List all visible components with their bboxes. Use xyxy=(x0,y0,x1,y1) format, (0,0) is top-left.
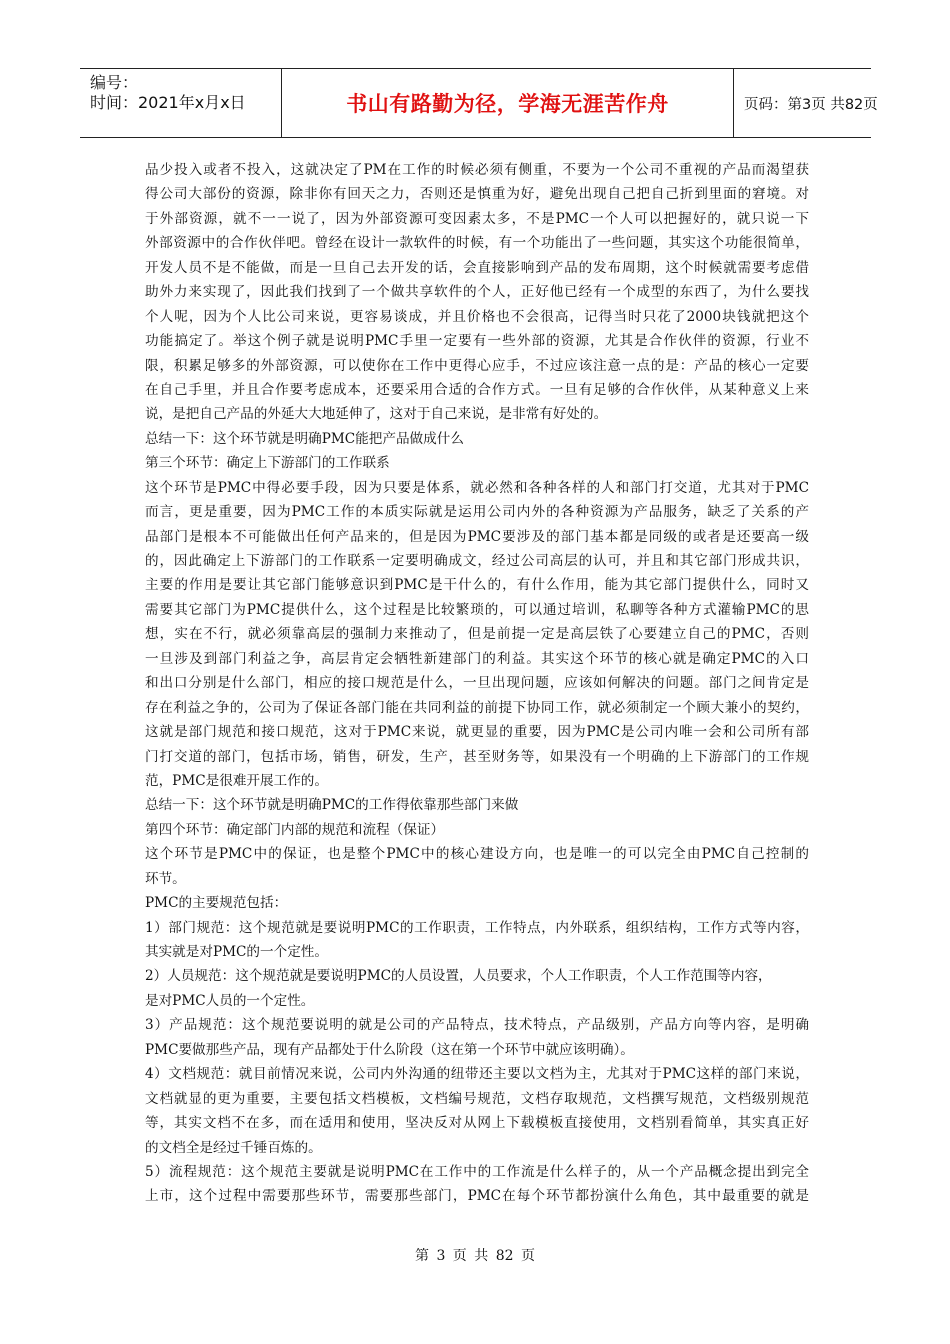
text-line: 在自己手里，并且合作要考虑成本，还要采用合适的合作方式。一旦有足够的合作伙伴，从某种意义上来 xyxy=(145,381,809,398)
header-meta xyxy=(80,69,282,137)
text-line: 品少投入或者不投入，这就决定了PM在工作的时候必须有侧重，不要为一个公司不重视的产品而渴望获 xyxy=(145,162,809,178)
text-line: 想，实在不行，就必须靠高层的强制力来推动了，但是前提一定是高层铁了心要建立自己的PMC，否则 xyxy=(145,626,809,643)
text-line: 需要其它部门为PMC提供什么，这个过程是比较繁琐的，可以通过培训，私聊等各种方式灌输PMC的思 xyxy=(145,601,809,618)
text-line: 等，其实文档不在多，而在适用和使用，坚决反对从网上下载模板直接使用，文档别看简单，其实真正好 xyxy=(145,1115,809,1132)
text-line: 2）人员规范：这个规范就是要说明PMC的人员设置，人员要求，个人工作职责，个人工作范围等内容， xyxy=(145,968,772,985)
text-line: 开发人员不是不能做，而是一旦自己去开发的话，会直接影响到产品的发布周期，这个时候就需要考虑借 xyxy=(145,259,809,276)
header-motto-cell xyxy=(282,69,734,137)
document-body xyxy=(145,158,809,1209)
header-page-info xyxy=(734,69,878,137)
text-line: 这就是部门规范和接口规范，这对于PMC来说，就更显的重要，因为PMC是公司内唯一会和公司所有部 xyxy=(145,724,809,741)
page-info-text: 页码：第3页 共82页 xyxy=(744,96,878,113)
text-line: PMC的主要规范包括： xyxy=(145,895,288,912)
page-header xyxy=(80,68,878,138)
text-line: 助外力来实现了，因此我们找到了一个做共享软件的个人，正好他已经有一个成型的东西了，为什么要找 xyxy=(145,284,809,301)
header-motto: 书山有路勤为径，学海无涯苦作舟 xyxy=(346,92,669,116)
text-line: 3）产品规范：这个规范要说明的就是公司的产品特点，技术特点，产品级别，产品方向等内容，是明确 xyxy=(145,1017,809,1034)
footer-page-number: 第 3 页 共 82 页 xyxy=(415,1248,535,1264)
text-line: 的，因此确定上下游部门的工作联系一定要明确成文，经过公司高层的认可，并且和其它部门形成共识， xyxy=(145,553,809,569)
text-line: 得公司大部份的资源，除非你有回天之力，否则还是慎重为好，避免出现自己把自己折到里面的窘境。对 xyxy=(145,186,809,203)
text-line: 环节。 xyxy=(145,870,186,887)
text-line: 总结一下：这个环节就是明确PMC的工作得依靠那些部门来做 xyxy=(145,797,519,814)
text-line: 文档就显的更为重要，主要包括文档模板，文档编号规范，文档存取规范，文档撰写规范，文档级别规范 xyxy=(145,1090,809,1107)
text-line: 上市，这个过程中需要那些环节，需要那些部门，PMC在每个环节都扮演什么角色，其中最重要的就是 xyxy=(145,1188,809,1205)
text-line: 而言，更是重要，因为PMC工作的本质实际就是运用公司内外的各种资源为产品服务，缺乏了关系的产 xyxy=(145,504,809,521)
text-line: 的文档全是经过千锤百炼的。 xyxy=(145,1139,322,1156)
text-line: 和出口分别是什么部门，相应的接口规范是什么，一旦出现问题，应该如何解决的问题。部门之间肯定是 xyxy=(145,675,809,692)
text-line: 限，积累足够多的外部资源，可以使你在工作中更得心应手，不过应该注意一点的是：产品的核心一定要 xyxy=(145,357,809,374)
text-line: 4）文档规范：就目前情况来说，公司内外沟通的纽带还主要以文档为主，尤其对于PMC这样的部门来说， xyxy=(145,1066,809,1083)
text-line: 5）流程规范：这个规范主要就是说明PMC在工作中的工作流是什么样子的，从一个产品概念提出到完全 xyxy=(145,1163,809,1180)
text-line: 存在利益之争的，公司为了保证各部门能在共同利益的前提下协同工作，就必须制定一个顾大兼小的契约， xyxy=(145,699,809,716)
text-line: 说，是把自己产品的外延大大地延伸了，这对于自己来说，是非常有好处的。 xyxy=(145,406,608,423)
text-line: 个人呢，因为个人比公司来说，更容易谈成，并且价格也不会很高，记得当时只花了2000块钱就把这个 xyxy=(145,308,809,325)
text-line: 门打交道的部门，包括市场，销售，研发，生产，甚至财务等，如果没有一个明确的上下游部门的工作规 xyxy=(145,748,809,765)
text-line: 1）部门规范：这个规范就是要说明PMC的工作职责，工作特点，内外联系，组织结构，工作方式等内容， xyxy=(145,919,809,936)
text-line: 第四个环节：确定部门内部的规范和流程（保证） xyxy=(145,821,445,838)
text-line: 于外部资源，就不一一说了，因为外部资源可变因素太多，不是PMC一个人可以把握好的，就只说一下 xyxy=(145,210,809,227)
document-date: 时间：2021年x月x日 xyxy=(90,93,246,112)
text-line: 第三个环节：确定上下游部门的工作联系 xyxy=(145,455,390,472)
text-line: 这个环节是PMC中的保证，也是整个PMC中的核心建设方向，也是唯一的可以完全由PMC自己控制的 xyxy=(145,846,809,863)
text-line: 其实就是对PMC的一个定性。 xyxy=(145,944,328,960)
text-line: 主要的作用是要让其它部门能够意识到PMC是干什么的，有什么作用，能为其它部门提供什么，同时又 xyxy=(145,577,809,594)
text-line: 这个环节是PMC中得必要手段，因为只要是体系，就必然和各种各样的人和部门打交道，尤其对于PMC xyxy=(145,479,809,496)
text-line: PMC要做那些产品，现有产品都处于什么阶段（这在第一个环节中就应该明确）。 xyxy=(145,1041,634,1058)
text-line: 一旦涉及到部门利益之争，高层肯定会牺牲新建部门的利益。其实这个环节的核心就是确定PMC的入口 xyxy=(145,650,809,667)
page-footer xyxy=(0,1245,950,1265)
document-number-label: 编号： xyxy=(90,73,139,92)
text-line: 范，PMC是很难开展工作的。 xyxy=(145,772,328,789)
text-line: 功能搞定了。举这个例子就是说明PMC手里一定要有一些外部的资源，尤其是合作伙伴的资源，行业不 xyxy=(145,333,809,350)
text-line: 外部资源中的合作伙伴吧。曾经在设计一款软件的时候，有一个功能出了一些问题，其实这个功能很简单， xyxy=(145,235,809,252)
text-line: 总结一下：这个环节就是明确PMC能把产品做成什么 xyxy=(145,430,464,447)
text-line: 品部门是根本不可能做出任何产品来的，但是因为PMC要涉及的部门基本都是同级的或者是还要高一级 xyxy=(145,528,809,545)
text-line: 是对PMC人员的一个定性。 xyxy=(145,992,315,1009)
